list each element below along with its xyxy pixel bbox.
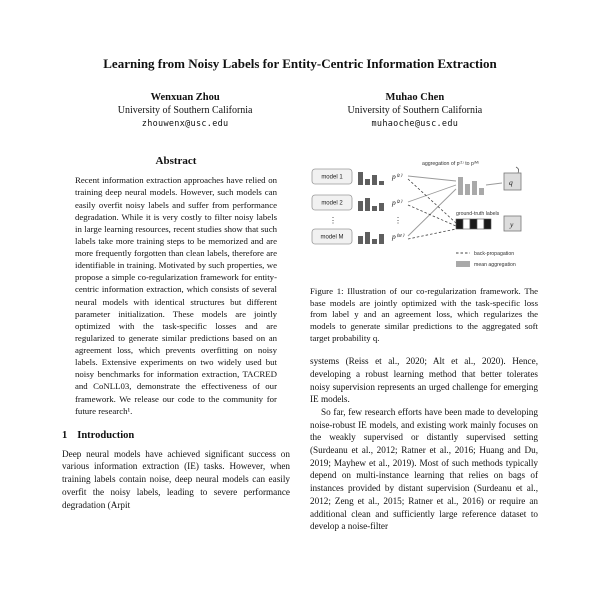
abstract-text: Recent information extraction approaches have relied on training deep neural models. However, such models can easily overfit noisy labels and suffer from performance degradation. While it is very costly to filter noisy labels in large learning resources, recent studies show that such labels take more training steps to be memorized and are more frequently forgotten than clean labels, therefore are identifiable in training. Motivated by such properties, we propose a simple co-regularization framework for entity-centric information extraction, which consists of several neural models with identical structures but different parameter initialization. These models are jointly optimized with the task-specific losses and are regularized to generate similar predictions based on an agreement loss, which prevents overfitting on noisy labels. Extensive experiments on two widely used but noisy benchmarks for information extraction, TACRED and CoNLL03, demonstrate the effectiveness of our framework. We release our code to the community for future research¹. (75, 175, 277, 416)
section-title: Introduction (77, 429, 135, 441)
pm-label: p⁽ᴹ⁾ (392, 232, 404, 242)
y-label: y (510, 220, 514, 230)
right-column-paragraph-2: So far, few research efforts have been made to developing noise-robust IE models, and existing work mainly focuses on the weakly supervised or distantly supervised setting (Surdeanu et al., 2012; Ratner et al., 2016; Huang and Du, 2019; Mayhew et al., 2019). Most of such methods typically depend on multi-instance learning that relies on bags of instances provided by distant supervision (Surdeanu et al., 2012; Zeng et al., 2015; Ratner et al., 2016) or require an additional clean and sufficiently large reference dataset to develop a noise-filter (310, 407, 538, 532)
mean-aggregation-lines (408, 176, 456, 236)
abstract-heading: Abstract (155, 155, 197, 168)
model-1-label: model 1 (321, 174, 343, 181)
legend-mean-aggregation-label: mean aggregation (474, 262, 516, 269)
left-column (62, 155, 290, 533)
probs-ellipsis: ⋮ (394, 216, 402, 226)
co-regularization-diagram (310, 157, 538, 275)
section-number: 1 (62, 429, 68, 441)
author-list (62, 92, 538, 129)
model-m-label: model M (320, 234, 344, 241)
right-column (310, 155, 538, 533)
model-1-prediction-bars (358, 172, 384, 185)
ground-truth-label: ground-truth labels (456, 211, 500, 218)
author-email: zhouwenx@usc.edu (141, 119, 229, 130)
intro-paragraph: Deep neural models have achieved significant success on various information extraction (IE) tasks. However, when training labels contain noise, deep neural models can easily overfit the noisy labels, leading to severe performance degradation (Arpit (62, 448, 290, 510)
model-2-prediction-bars (358, 198, 384, 211)
q-label: q (509, 178, 513, 188)
right-column-paragraph-1: systems (Reiss et al., 2020; Alt et al., 2020). Hence, developing a robust learning method that better tolerates noisy supervision represents an urged challenge for emerging IE models. (310, 356, 538, 405)
aggregation-annotation-label: aggregation of p⁽¹⁾ to p⁽ᴹ⁾ (422, 161, 480, 168)
annotation-arrow (516, 167, 519, 173)
model-m-prediction-bars (358, 232, 384, 244)
models-ellipsis: ⋮ (329, 216, 337, 226)
model-2-label: model 2 (321, 200, 343, 207)
author-block (118, 92, 253, 129)
author-email: muhaoche@usc.edu (371, 119, 459, 130)
figure-1-caption: Figure 1: Illustration of our co-regularization framework. The base models are jointly optimized with the task-specific loss from label y and an agreement loss, which regularizes the models to generate similar predictions to the aggregated soft target probability q. (310, 286, 538, 343)
aggregated-prediction-bars (458, 177, 484, 195)
author-name: Muhao Chen (385, 92, 445, 104)
section-heading-introduction (62, 430, 290, 441)
author-affiliation: University of Southern California (117, 105, 253, 117)
author-affiliation: University of Southern California (347, 105, 483, 117)
p1-label: p⁽¹⁾ (392, 172, 402, 182)
two-column-body (62, 155, 538, 533)
author-block (348, 92, 483, 129)
agg-to-q-line (486, 183, 502, 185)
legend-gray-swatch (456, 261, 470, 267)
figure-legend (456, 251, 516, 268)
paper-title: Learning from Noisy Labels for Entity-Centric Information Extraction (103, 56, 497, 71)
p2-label: p⁽²⁾ (392, 198, 402, 208)
legend-back-propagation-label: back-propagation (474, 251, 515, 258)
author-name: Wenxuan Zhou (150, 92, 220, 104)
figure-1 (310, 157, 538, 280)
ground-truth-cells (456, 219, 491, 229)
